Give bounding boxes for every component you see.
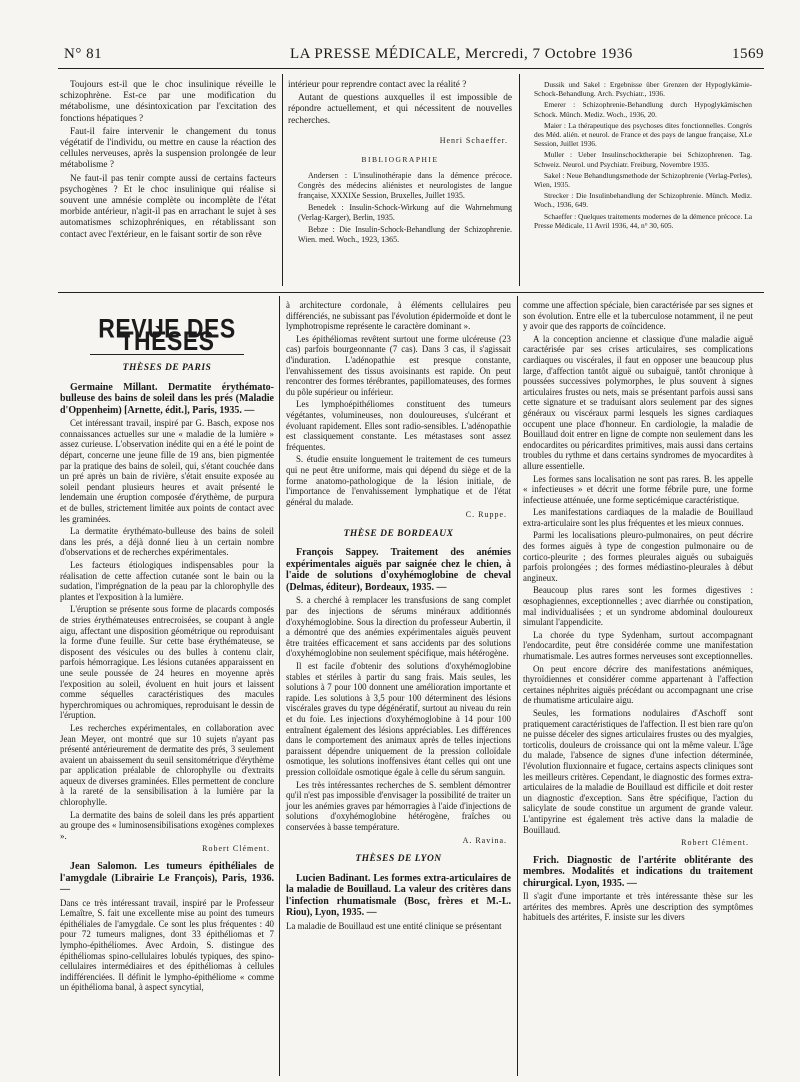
column-divider <box>282 74 283 286</box>
column-divider <box>517 296 518 1076</box>
column-divider <box>279 296 280 1076</box>
bibliography-entry: Dussik und Sakel : Ergebnisse über Grenzen der Hypoglykämie-Schock-Behandlung. Arch. Psychiatr., 1936. <box>534 80 752 99</box>
top-column-2 <box>288 80 512 247</box>
paragraph: Faut-il faire intervenir le changement du tonus végétatif de l'individu, ou mettre en cause la réaction des cellules nerveuses, après la suspension prolongée de leur métabolisme ? <box>60 126 276 171</box>
bottom-column-2 <box>286 300 511 933</box>
paragraph: Les manifestations cardiaques de la maladie de Bouillaud extra-articulaire sont les plus fréquentes et les mieux connues. <box>523 507 753 528</box>
paragraph: Beaucoup plus rares sont les formes digestives : œsophagiennes, exceptionnelles ; avec diarrhée ou constipation, mal individualisées ; et un syndrome abdominal douloureux simulant l'appendicite. <box>523 585 753 628</box>
top-column-3 <box>524 80 752 232</box>
paragraph: Toujours est-il que le choc insulinique réveille le schizophrène. Est-ce par une modification du métabolisme, une désintoxication par l'excitation des fonctions hépatiques ? <box>60 80 276 124</box>
thesis-title: Jean Salomon. Les tumeurs épithéliales de l'amygdale (Librairie Le François), Paris, 1936. — <box>60 861 274 896</box>
bibliography-entry: Maier : La thérapeutique des psychoses dites fonctionnelles. Congrès des Méd. alién. et neurol. de France et des pays de langue française, XLe Session, Juillet 1936. <box>534 120 752 149</box>
paragraph: Les très intéressantes recherches de S. semblent démontrer qu'il n'est pas impossible d'envisager la possibilité de traiter un jour les anémies graves par hémorragies à l'aide d'injections de solutions d'oxyhémoglobine hétérogène, fraîches ou conservées à basse température. <box>286 779 511 832</box>
paragraph: Seules, les formations nodulaires d'Aschoff sont pratiquement caractéristiques de l'affection. Il est bien rare qu'on ne puisse déceler des signes articulaires frustes ou des myalgies, torticolis, douleurs de croissance qui ont la même valeur. L'âge du malade, l'absence de signes d'une infection déterminée, l'évolution fluxionnaire et fugace, certains aspects cliniques sont les meilleurs critères. Cependant, le diagnostic des formes extra-articulaires de la maladie de Bouillaud est difficile et doit rester un diagnostic d'exception. Sans être spécifique, l'action du salicylate de soude constitue un argument de grande valeur. L'antipyrine est également très active dans la maladie de Bouillaud. <box>523 707 753 835</box>
issue-number: N° 81 <box>64 46 103 62</box>
paragraph: Les épithéliomas revêtent surtout une forme ulcéreuse (23 cas) parfois bourgeonnante (7 cas). Dans 3 cas, il s'agissait d'induration. L'adénopathie est presque constante, l'envahissement des tissus avoisinants est rapide. On peut rencontrer des formes térébrantes, papillomateuses, des formes du pôle supérieur ou inférieur. <box>286 333 511 397</box>
header-rule <box>58 68 764 69</box>
paragraph: intérieur pour reprendre contact avec la réalité ? <box>288 80 467 90</box>
page-header <box>58 44 764 68</box>
author-signature: Henri Schaeffer. <box>439 135 508 145</box>
paragraph: A la conception ancienne et classique d'une maladie aiguë caractérisée par ses crises articulaires, ses complications cardiaques ou viscérales, il faut en opposer une beaucoup plus large, d'affection tantôt aiguë ou subaiguë, tantôt chronique à poussées successives polymorphes, le plus souvent à signes articulaires frustes ou nets, mais se présentant parfois aussi sans cette signature et se traduisant alors seulement par des signes généraux ou viscéraux parmi lesquels les signes cardiaques occupent une place d'honneur. En cardiologie, la maladie de Bouillaud doit entrer en ligne de compte non seulement dans les endocardites ou péricardites primitives, mais aussi dans certains troubles du rythme et dans certains syndromes de myocardites à allure essentielle. <box>523 333 753 471</box>
bibliography-entry: Schaeffer : Quelques traitements modernes de la démence précoce. La Presse Médicale, 11 Avril 1936, 44, n° 30, 605. <box>534 211 752 230</box>
thesis-title: Lucien Badinant. Les formes extra-articulaires de la maladie de Bouillaud. La valeur des critères dans l'infection rhumatismale (Bosc, frères et M.-L. Riou), Lyon, 1935. — <box>286 872 511 919</box>
thesis-title: Germaine Millant. Dermatite érythémato-bulleuse des bains de soleil dans les prés (Maladie d'Oppenheim) [Arnette, édit.], Paris, 1935. — <box>60 381 274 416</box>
section-rule <box>58 292 764 293</box>
bibliography-entry: Benedek : Insulin-Schock-Wirkung auf die Wahrnehmung (Verlag-Karger), Berlin, 1935. <box>298 203 512 223</box>
paragraph: Dans ce très intéressant travail, inspiré par le Professeur Lemaître, S. fait une excellente mise au point des tumeurs épithéliales de l'amygdale. Ce sont les plus fréquentes : 40 pour 72 tumeurs malignes, dont 33 épithéliomas et 7 lympho-épithéliomes. Avec Ardoin, S. distingue des épithéliomas spino-cellulaires lobulés typiques, des spino-cellulaires intermédiaires et des épithéliomas à cellules indifférenciées. Il définit le lympho-épithéliome « comme un épithélioma banal, à aspect syncytial, <box>60 897 274 993</box>
subsection-title: THÈSE DE BORDEAUX <box>343 528 454 539</box>
page-number: 1569 <box>732 46 764 62</box>
bibliography-entry: Strecker : Die Insulinbehandlung der Schizophrenie. Münch. Mediz. Woch., 1936, 649. <box>534 191 752 210</box>
paragraph: La dermatite érythémato-bulleuse des bains de soleil dans les prés, a déjà donné lieu à un certain nombre d'observations et de recherches expérimentales. <box>60 526 274 558</box>
column-divider <box>519 74 520 286</box>
author-signature: C. Ruppe. <box>465 510 507 520</box>
paragraph: On peut encore décrire des manifestations anémiques, thyroïdiennes et considérer comme appartenant à l'affection certaines néphrites aiguës précédant ou accompagnant une crise de rhumatisme articulaire aigu. <box>523 663 753 706</box>
subsection-title: THÈSES DE LYON <box>355 854 442 865</box>
paragraph: L'éruption se présente sous forme de placards composés de stries érythémateuses entrecroisées, se coupant à angle aigu, affectant une disposition géométrique ou reproduisant la forme d'une feuille. Sur cette base érythémateuse, se disposent des vésicules ou des bulles à contenu clair, parfois hémorragique. Les lésions cutanées apparaissent en une seule poussée de 24 heures en moyenne après l'exposition au soleil, évoluent en huit jours et laissent comme séquelles caractéristiques des macules hyperchromiques ou achromiques, reproduisant le dessin de l'éruption. <box>60 604 274 721</box>
paragraph: Ne faut-il pas tenir compte aussi de certains facteurs psychogènes ? Et le choc insulinique qui réalise si souvent une amnésie complète ou incomplète de l'état morbide antérieur, n'agit-il pas en arrachant le sujet à ses automatismes schizophréniques, en rétablissant son contact avec l'extérieur, en le faisant sortir de son rêve <box>60 173 276 240</box>
paragraph: Les recherches expérimentales, en collaboration avec Jean Meyer, ont montré que sur 10 sujets n'ayant pas présenté antérieurement de dermatite des prés, 3 seulement avaient un abaissement du seuil sensitométrique d'érythème par application préalable de chlorophylle ou d'extraits aqueux de diverses graminées. Elles permettent de conclure à la rareté de la sensibilisation à la lumière par la chlorophylle. <box>60 722 274 808</box>
paragraph: Les formes sans localisation ne sont pas rares. B. les appelle « infectieuses » et décrit une forme fébrile pure, une forme infectieuse atténuée, une forme septicémique caractéristique. <box>523 473 753 505</box>
bibliography-entry: Andersen : L'insulinothérapie dans la démence précoce. Congrès des médecins aliénistes et neurologistes de langue française, XXXIXe Session, Bruxelles, Juillet 1935. <box>298 171 512 201</box>
bottom-column-3 <box>523 300 753 925</box>
author-signature: A. Ravina. <box>462 835 507 845</box>
thesis-title: François Sappey. Traitement des anémies expérimentales aiguës par saignée chez le chien, à l'aide de solutions d'oxyhémoglobine de cheval (Delmas, éditeur), Bordeaux, 1935. — <box>286 547 511 593</box>
bottom-column-1 <box>60 300 274 995</box>
paragraph: Les facteurs étiologiques indispensables pour la réalisation de cette affection cutanée sont le bain ou la sudation, l'imprégnation de la peau par la chlorophylle des plantes et l'exposition à la lumière. <box>60 560 274 602</box>
paragraph: S. a cherché à remplacer les transfusions de sang complet par des injections de sérums minéraux additionnés d'oxyhémoglobine. Sous la direction du professeur Aubertin, il a démontré que des anémies expérimentales aiguës peuvent être traitées efficacement et sans accidents par des solutions d'oxyhémoglobine non seulement spécifique, mais hétérogène. <box>286 595 511 659</box>
paragraph: à architecture cordonale, à éléments cellulaires peu différenciés, ne subissant pas l'évolution épidermoïde et dont le lymphotropisme représente le caractère dominant ». <box>286 300 511 332</box>
paragraph: Cet intéressant travail, inspiré par G. Basch, expose nos connaissances actuelles sur une « maladie de la lumière » assez curieuse. L'observation inédite qui en a été le point de départ, concerne une jeune fille de 19 ans, bien pigmentée par la pratique des bains de soleil, qui, s'étant couchée dans un pré après un bain de rivière, s'était ensuite exposée au soleil pendant plusieurs heures et avait présenté le lendemain une éruption composée d'érythème, de purpura et de bulles, strictement limitée aux points de contact avec les graminées. <box>60 418 274 524</box>
paragraph: Il est facile d'obtenir des solutions d'oxyhémoglobine stables et stériles à partir du sang frais. Mais seules, les solutions à 7 pour 100 donnent une amélioration importante et rapide. Les solutions à 3,5 pour 100 déterminent des lésions viscérales graves du type dégénératif, surtout au niveau du rein et du foie. Les injections d'oxyhémoglobine à 14 pour 100 entraînent également des lésions appréciables. Les différences dans le comportement des animaux après de telles injections paraissent dépendre uniquement de la pression colloïdale osmotique, les solutions inoffensives étant celles qui ont une pression colloïdale osmotique égale à celle du sérum sanguin. <box>286 661 511 777</box>
bibliography-entry: Muller : Ueber Insulinschocktherapie bei Schizophrenen. Tag. Schweiz. Neurol. und Psychiatr. Freiburg, Novembre 1935. <box>534 150 752 169</box>
paragraph: comme une affection spéciale, bien caractérisée par ses signes et son évolution. Entre elle et la tuberculose notamment, il ne peut y avoir que des rapports de coïncidence. <box>523 300 753 332</box>
bibliography-entry: Sakel : Neue Behandlungsmethode der Schizophrenie (Verlag-Perles), Wien, 1935. <box>534 170 752 190</box>
author-signature: Robert Clément. <box>202 844 270 854</box>
paragraph: La dermatite des bains de soleil dans les prés appartient au groupe des « luminosensibilisations exogènes complexes ». <box>60 809 274 841</box>
bibliography-entry: Emerer : Schizophrenie-Behandlung durch Hypoglykämischen Schock. Münch. Mediz. Woch., 1936, 20. <box>534 100 752 119</box>
subsection-title: THÈSES DE PARIS <box>122 363 212 374</box>
paragraph: Les lymphoépithéliomes constituent des tumeurs végétantes, volumineuses, non douloureuses, s'ulcérant et évoluant rapidement. Elles sont radio-sensibles. L'adénopathie est classiquement constante. Les métastases sont assez fréquentes. <box>286 399 511 452</box>
bibliography-title: BIBLIOGRAPHIE <box>361 155 439 165</box>
author-signature: Robert Clément. <box>681 838 749 848</box>
thesis-title: Frich. Diagnostic de l'artérite oblitérante des membres. Modalités et indications du traitement chirurgical. Lyon, 1935. — <box>523 854 753 889</box>
top-column-1 <box>60 80 276 243</box>
paragraph: Il s'agit d'une importante et très intéressante thèse sur les artérites des membres. Après une description des symptômes habituels des artérites, F. insiste sur les divers <box>523 891 753 923</box>
section-heading: REVUE DES THÈSES <box>98 313 236 356</box>
paragraph: Autant de questions auxquelles il est impossible de répondre actuellement, et qui nécessitent de nouvelles recherches. <box>288 93 512 126</box>
paragraph: La maladie de Bouillaud est une entité clinique se présentant <box>286 920 502 931</box>
journal-title: LA PRESSE MÉDICALE, Mercredi, 7 Octobre 1936 <box>290 46 633 62</box>
paragraph: S. étudie ensuite longuement le traitement de ces tumeurs qui ne peut être uniforme, mais qui dépend du siège et de la forme anatomo-pathologique de la lésion initiale, de l'importance de l'envahissement lymphatique et de l'état général du malade. <box>286 454 511 507</box>
paragraph: Parmi les localisations pleuro-pulmonaires, on peut décrire des formes aiguës à type de congestion pulmonaire ou de cortico-pleurite ; des formes pleurales aiguës ou subaiguës parfois prolongées ; des formes médiastino-pleurales à début angineux. <box>523 530 753 583</box>
paragraph: La chorée du type Sydenham, surtout accompagnant l'endocardite, peut être considérée comme une manifestation rhumatismale. Les autres formes nerveuses sont exceptionnelles. <box>523 629 753 661</box>
bibliography-entry: Bebze : Die Insulin-Schock-Behandlung der Schizophrenie. Wien. med. Woch., 1923, 1365. <box>298 225 512 245</box>
